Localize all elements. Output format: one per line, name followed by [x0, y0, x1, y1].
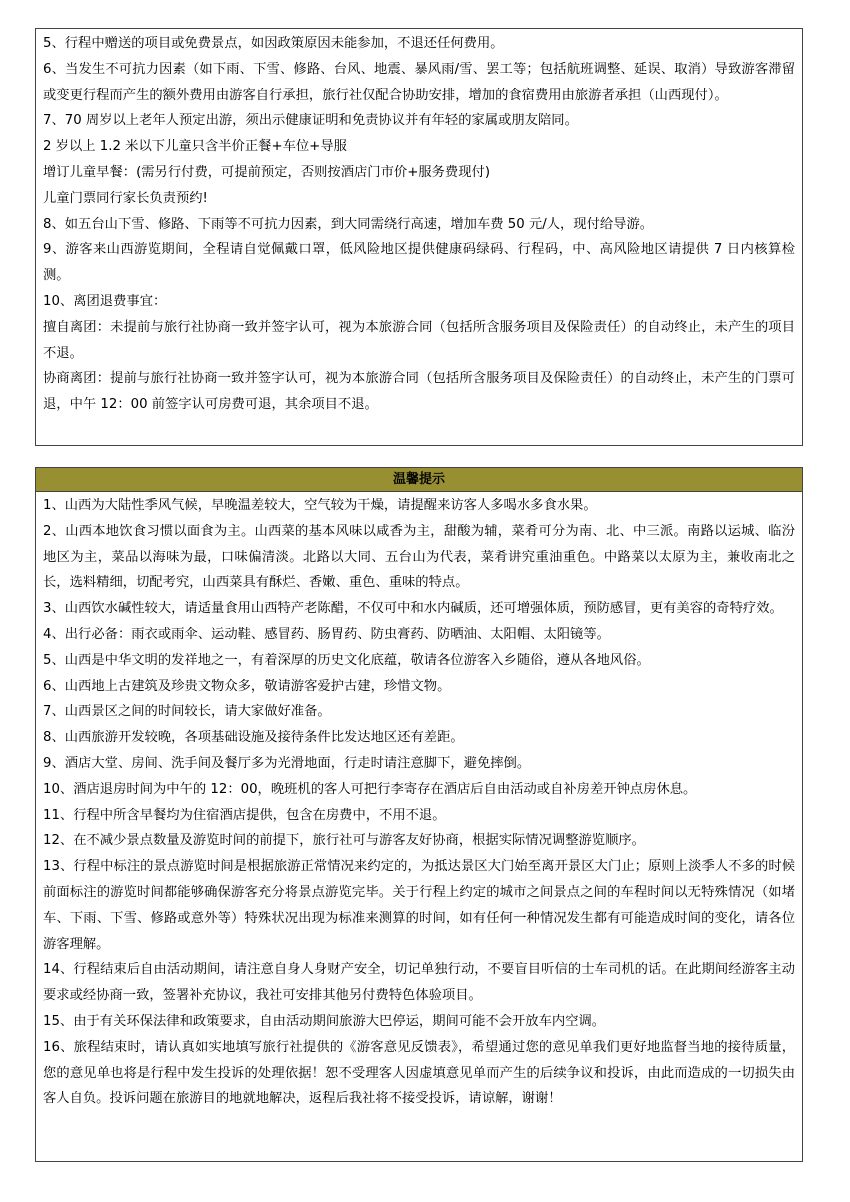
tip-line: 1、山西为大陆性季风气候，早晚温差较大，空气较为干燥，请提醒来访客人多喝水多食水果。 — [43, 498, 597, 513]
tips-content — [36, 492, 802, 1112]
tip-line: 12、在不减少景点数量及游览时间的前提下，旅行社可与游客友好协商，根据实际情况调整游览顺序。 — [43, 833, 645, 849]
term-line: 8、如五台山下雪、修路、下雨等不可抗力因素，到大同需绕行高速，增加车费 50 元/人，现付给导游。 — [43, 216, 654, 232]
tip-line: 5、山西是中华文明的发祥地之一，有着深厚的历史文化底蕴，敬请各位游客入乡随俗，遵从各地风俗。 — [43, 652, 650, 668]
terms-content — [36, 29, 802, 418]
term-line: 擅自离团：未提前与旅行社协商一致并签字认可，视为本旅游合同（包括所含服务项目及保险责任）的自动终止，未产生的项目不退。 — [43, 319, 795, 361]
tip-line: 8、山西旅游开发较晚，各项基础设施及接待条件比发达地区还有差距。 — [43, 730, 464, 746]
term-line: 6、当发生不可抗力因素（如下雨、下雪、修路、台风、地震、暴风雨/雪、罢工等；包括航班调整、延误、取消）导致游客滞留或变更行程而产生的额外费用由游客自行承担，旅行社仅配合协助安排，增加的食宿费用由旅游者承担（山西现付）。 — [43, 61, 795, 103]
term-line: 2 岁以上 1.2 米以下儿童只含半价正餐+车位+导服 — [43, 139, 347, 155]
tip-line: 3、山西饮水碱性较大，请适量食用山西特产老陈醋，不仅可中和水内碱质，还可增强体质，预防感冒，更有美容的奇特疗效。 — [43, 601, 783, 617]
terms-box — [35, 28, 803, 446]
tip-line: 2、山西本地饮食习惯以面食为主。山西菜的基本风味以咸香为主，甜酸为辅，菜肴可分为南、北、中三派。南路以运城、临汾地区为主，菜品以海味为最，口味偏清淡。北路以大同、五台山为代表，菜肴讲究重油重色。中路菜以太原为主，兼收南北之长，选料精细，切配考究，山西菜具有酥烂、香嫩、重色、重味的特点。 — [43, 523, 795, 591]
tip-line: 4、出行必备：雨衣或雨伞、运动鞋、感冒药、肠胃药、防虫膏药、防晒油、太阳帽、太阳镜等。 — [43, 626, 610, 642]
term-line: 儿童门票同行家长负责预约! — [43, 190, 208, 206]
term-line: 5、行程中赠送的项目或免费景点，如因政策原因未能参加，不退还任何费用。 — [43, 36, 504, 51]
term-line: 增订儿童早餐：(需另行付费，可提前预定，否则按酒店门市价+服务费现付) — [43, 164, 491, 180]
tip-line: 11、行程中所含早餐均为住宿酒店提供，包含在房费中，不用不退。 — [43, 807, 446, 823]
tip-line: 14、行程结束后自由活动期间，请注意自身人身财产安全，切记单独行动，不要盲目听信的士车司机的话。在此期间经游客主动要求或经协商一致，签署补充协议，我社可安排其他另付费特色体验项目。 — [43, 962, 795, 1004]
tips-box — [35, 467, 803, 1162]
term-line: 9、游客来山西游览期间，全程请自觉佩戴口罩，低风险地区提供健康码绿码、行程码，中、高风险地区请提供 7 日内核算检测。 — [43, 242, 795, 284]
tip-line: 9、酒店大堂、房间、洗手间及餐厅多为光滑地面，行走时请注意脚下，避免摔倒。 — [43, 755, 531, 771]
term-line: 协商离团：提前与旅行社协商一致并签字认可，视为本旅游合同（包括所含服务项目及保险责任）的自动终止，未产生的门票可退，中午 12：00 前签字认可房费可退，其余项目不退。 — [43, 371, 795, 413]
tip-line: 10、酒店退房时间为中午的 12：00，晚班机的客人可把行李寄存在酒店后自由活动或自补房差开钟点房休息。 — [43, 781, 697, 797]
term-line: 10、离团退费事宜： — [43, 293, 167, 309]
tip-line: 7、山西景区之间的时间较长，请大家做好准备。 — [43, 704, 331, 720]
term-line: 7、70 周岁以上老年人预定出游，须出示健康证明和免责协议并有年轻的家属或朋友陪同。 — [43, 113, 578, 129]
tip-line: 16、旅程结束时，请认真如实地填写旅行社提供的《游客意见反馈表》，希望通过您的意见单我们更好地监督当地的接待质量，您的意见单也将是行程中发生投诉的处理依据！恕不受理客人因虚填意见单而产生的后续争议和投诉，由此而造成的一切损失由客人自负。投诉问题在旅游目的地就地解决，返程后我社将不接受投诉，请谅解，谢谢！ — [43, 1039, 795, 1107]
tip-line: 13、行程中标注的景点游览时间是根据旅游正常情况来约定的，为抵达景区大门始至离开景区大门止；原则上淡季人不多的时候前面标注的游览时间都能够确保游客充分将景点游览完毕。关于行程上约定的城市之间景点之间的车程时间以无特殊情况（如堵车、下雨、下雪、修路或意外等）特殊状况出现为标准来测算的时间，如有任何一种情况发生都有可能造成时间的变化，请各位游客理解。 — [43, 859, 795, 952]
tip-line: 6、山西地上古建筑及珍贵文物众多，敬请游客爱护古建，珍惜文物。 — [43, 678, 451, 694]
tip-line: 15、由于有关环保法律和政策要求，自由活动期间旅游大巴停运，期间可能不会开放车内空调。 — [43, 1013, 606, 1029]
tips-header: 温馨提示 — [36, 468, 802, 492]
